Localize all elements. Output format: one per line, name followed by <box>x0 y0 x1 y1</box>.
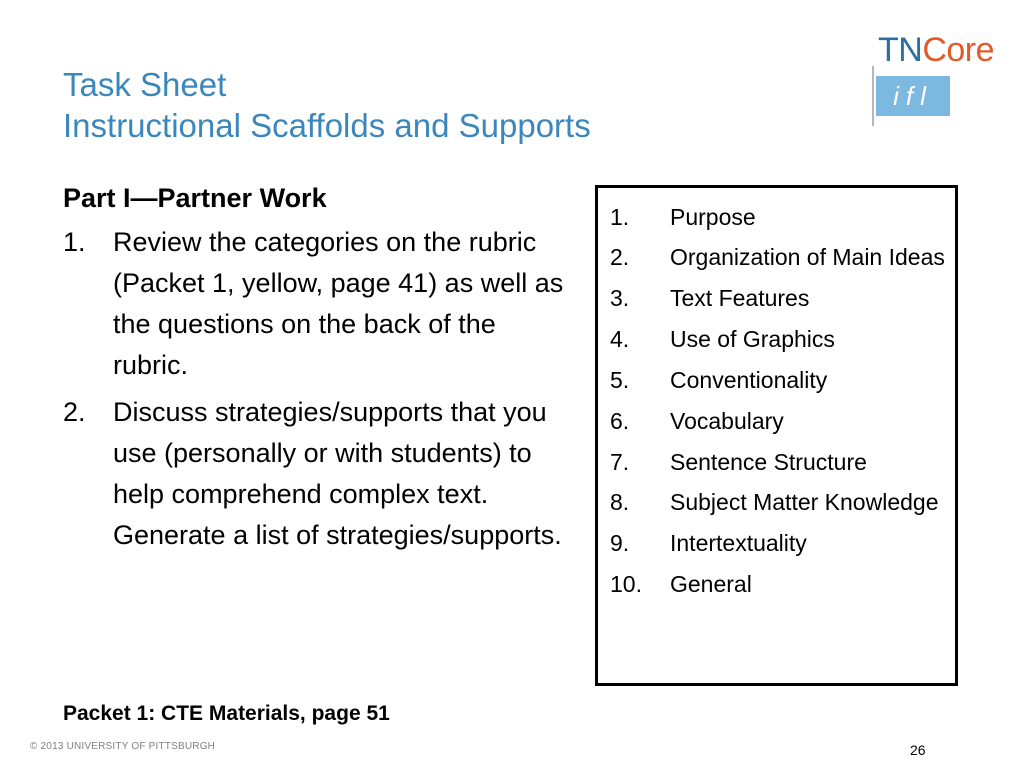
rubric-label: Purpose <box>670 204 756 230</box>
rubric-number: 7. <box>610 449 630 475</box>
rubric-label: Vocabulary <box>670 408 784 434</box>
rubric-item <box>610 241 945 274</box>
rubric-label: Sentence Structure <box>670 449 867 475</box>
rubric-number: 4. <box>610 326 630 352</box>
rubric-item <box>610 567 945 601</box>
slide-title <box>63 64 591 146</box>
logo-divider <box>872 66 874 126</box>
title-line-2: Instructional Scaffolds and Supports <box>63 107 591 144</box>
rubric-number: 8. <box>610 489 630 515</box>
rubric-label: Intertextuality <box>670 530 807 556</box>
rubric-item <box>610 200 945 234</box>
instructions-panel <box>63 180 573 562</box>
step-number: 1. <box>63 227 86 257</box>
rubric-number: 2. <box>610 244 630 270</box>
rubric-categories-list <box>598 188 955 601</box>
rubric-item <box>610 486 945 519</box>
rubric-label: Text Features <box>670 285 810 311</box>
packet-reference: Packet 1: CTE Materials, page 51 <box>63 702 390 725</box>
rubric-label: Subject Matter Knowledge <box>670 489 939 515</box>
tncore-wordmark <box>878 30 994 70</box>
step-item <box>63 392 573 556</box>
rubric-item <box>610 322 945 356</box>
page-number: 26 <box>910 742 926 758</box>
step-number: 2. <box>63 397 86 427</box>
rubric-number: 10. <box>610 571 642 597</box>
ifl-badge: ifl <box>876 76 950 116</box>
rubric-number: 9. <box>610 530 630 556</box>
rubric-label: Organization of Main Ideas <box>670 244 945 270</box>
copyright-footer: © 2013 UNIVERSITY OF PITTSBURGH <box>30 741 216 752</box>
step-text: Discuss strategies/supports that you use (personally or with students) to help comprehend complex text. Generate a list of strategies/supports. <box>113 397 562 550</box>
rubric-categories-box <box>595 185 958 686</box>
step-text: Review the categories on the rubric (Packet 1, yellow, page 41) as well as the questions on the back of the rubric. <box>113 227 564 380</box>
part-heading: Part I—Partner Work <box>63 183 327 213</box>
step-item <box>63 222 573 386</box>
rubric-label: Use of Graphics <box>670 326 835 352</box>
rubric-number: 1. <box>610 204 630 230</box>
logo-tn-text: TN <box>878 31 923 69</box>
steps-list <box>63 222 573 556</box>
rubric-item <box>610 404 945 438</box>
rubric-label: General <box>670 571 752 597</box>
rubric-item <box>610 526 945 560</box>
rubric-number: 5. <box>610 367 630 393</box>
rubric-item <box>610 363 945 397</box>
rubric-number: 3. <box>610 285 630 311</box>
title-line-1: Task Sheet <box>63 66 227 103</box>
rubric-item <box>610 445 945 479</box>
rubric-label: Conventionality <box>670 367 828 393</box>
logo-core-text: Core <box>922 31 995 69</box>
tncore-ifl-logo <box>870 30 1010 130</box>
rubric-number: 6. <box>610 408 630 434</box>
rubric-item <box>610 281 945 315</box>
